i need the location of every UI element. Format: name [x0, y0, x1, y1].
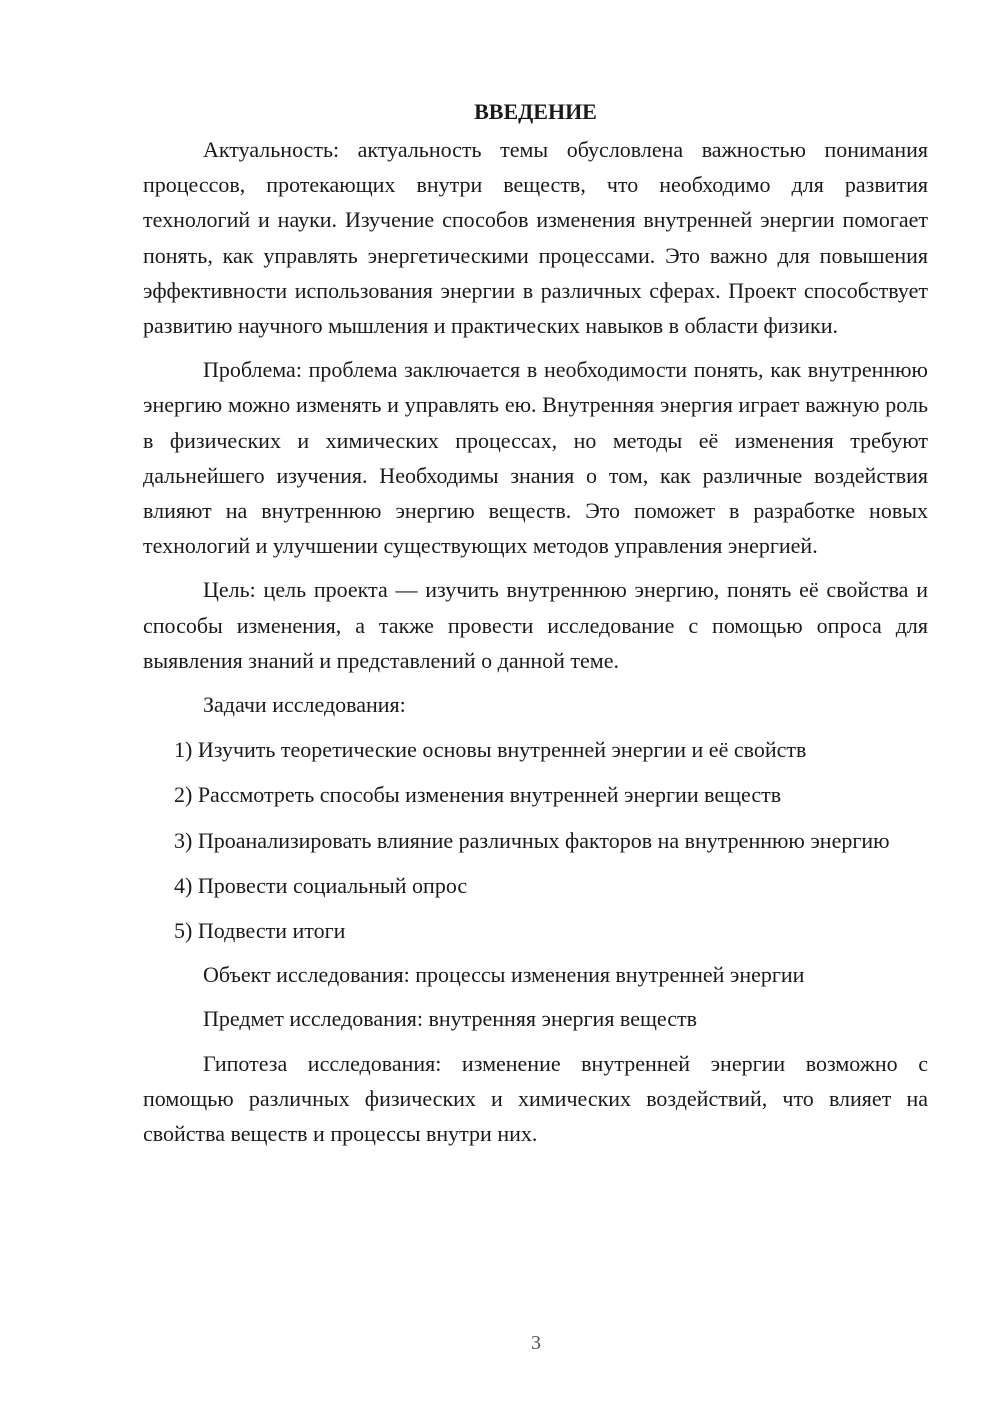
page-number: 3 — [531, 1332, 541, 1354]
list-item: 2) Рассмотреть способы изменения внутренней энергии веществ — [174, 782, 782, 808]
list-item: 4) Провести социальный опрос — [174, 872, 468, 898]
tasks-list — [143, 732, 928, 948]
hypothesis-paragraph: Гипотеза исследования: изменение внутренней энергии возможно с помощью различных физических и химических воздействий, что влияет на свойства веществ и процессы внутри них. — [143, 1050, 928, 1147]
document-body — [143, 92, 928, 1151]
relevance-paragraph: Актуальность: актуальность темы обусловлена важностью понимания процессов, протекающих внутри веществ, что необходимо для развития технологий и науки. Изучение способов изменения внутренней энергии помогает понять, как управлять энергетическими процессами. Это важно для повышения эффективности использования энергии в различных сферах. Проект способствует развитию научного мышления и практических навыков в области физики. — [143, 137, 928, 339]
list-item: 3) Проанализировать влияние различных факторов на внутреннюю энергию — [174, 827, 890, 853]
object-paragraph: Объект исследования: процессы изменения внутренней энергии — [203, 962, 805, 988]
list-item: 5) Подвести итоги — [174, 918, 346, 944]
tasks-heading: Задачи исследования: — [203, 692, 406, 718]
goal-paragraph: Цель: цель проекта — изучить внутреннюю энергию, понять её свойства и способы изменения, а также провести исследование с помощью опроса для выявления знаний и представлений о данной теме. — [143, 577, 928, 673]
subject-paragraph: Предмет исследования: внутренняя энергия веществ — [203, 1006, 697, 1032]
page-title: ВВЕДЕНИЕ — [474, 99, 597, 124]
list-item: 1) Изучить теоретические основы внутренней энергии и её свойств — [174, 737, 807, 763]
problem-paragraph: Проблема: проблема заключается в необходимости понять, как внутреннюю энергию можно изменять и управлять ею. Внутренняя энергия играет важную роль в физических и химических процессах, но методы её изменения требуют дальнейшего изучения. Необходимы знания о том, как различные воздействия влияют на внутреннюю энергию веществ. Это поможет в разработке новых технологий и улучшении существующих методов управления энергией. — [143, 357, 928, 559]
